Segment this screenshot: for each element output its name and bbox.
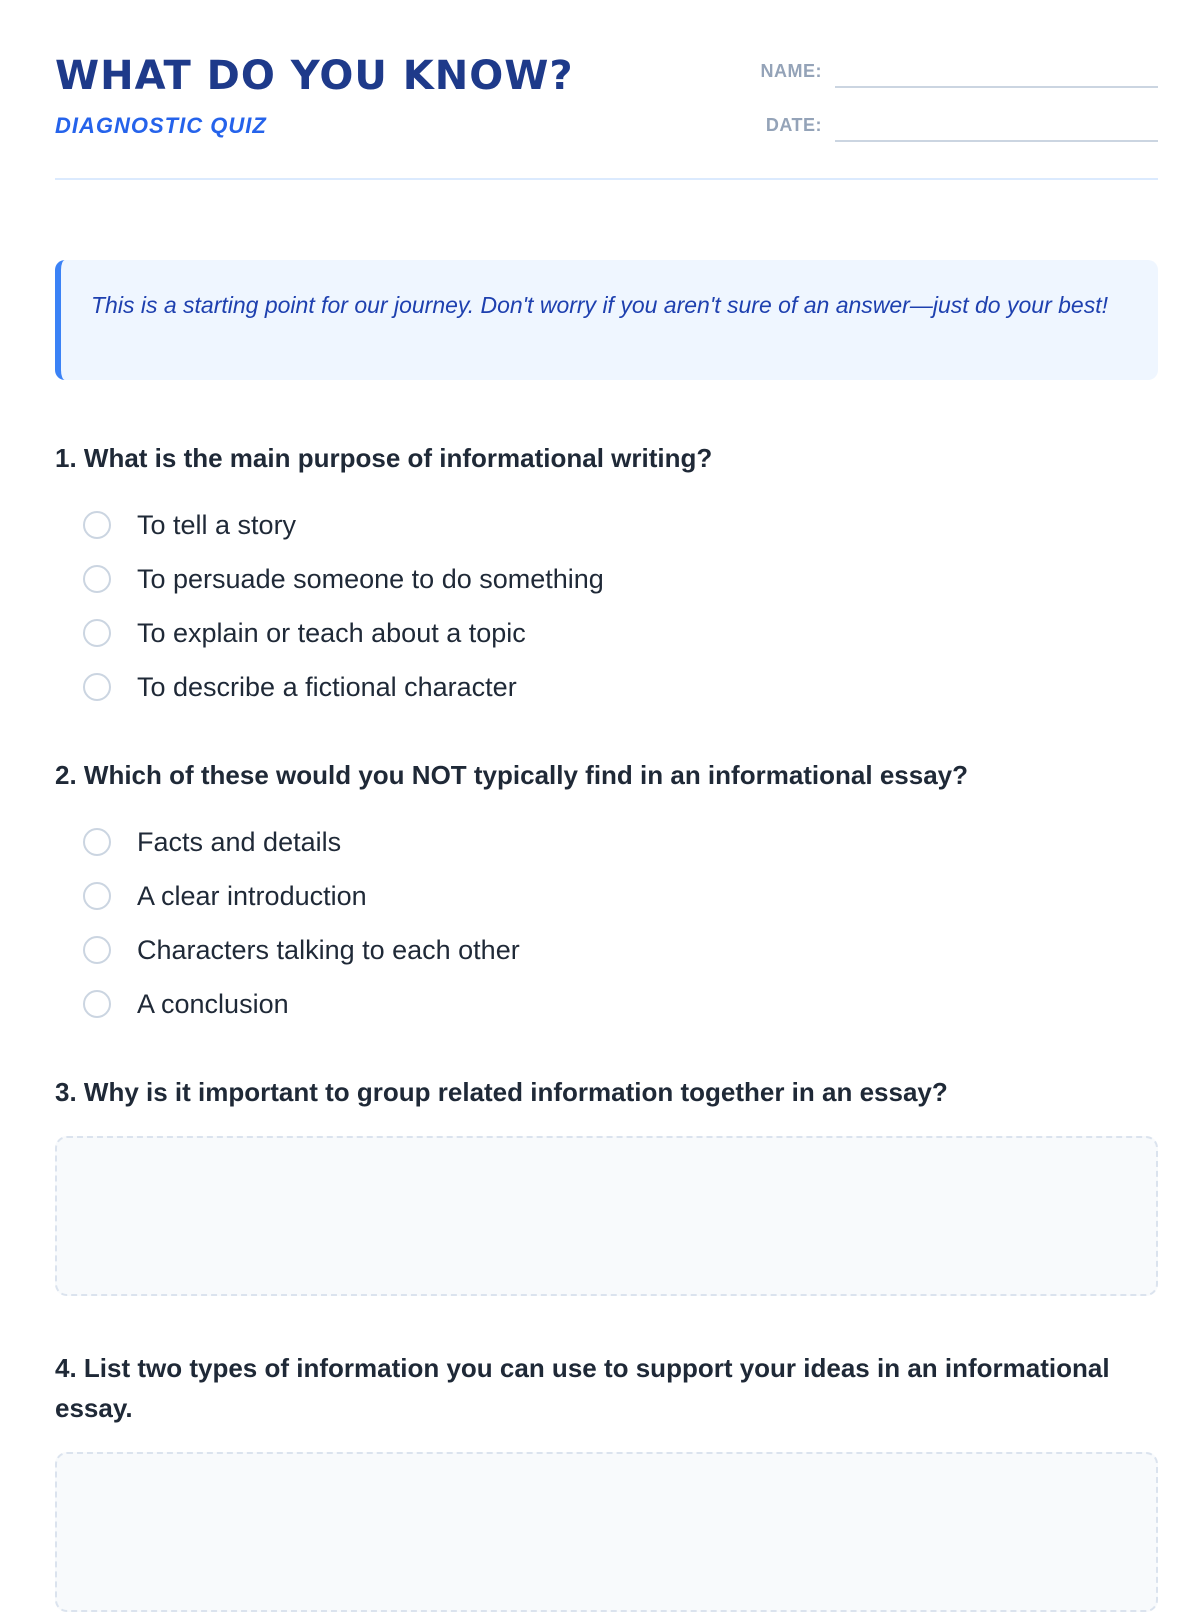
answer-options (55, 815, 1158, 1031)
option-label: To describe a fictional character (137, 671, 517, 702)
answer-textarea[interactable] (55, 1136, 1158, 1296)
answer-option[interactable] (55, 660, 1158, 714)
name-label: NAME: (760, 61, 822, 81)
answer-option[interactable] (55, 977, 1158, 1031)
answer-option[interactable] (55, 923, 1158, 977)
intro-callout: This is a starting point for our journey. Don't worry if you aren't sure of an answer—just do your best! (55, 260, 1158, 380)
question-text: 4. List two types of information you can use to support your ideas in an informational essay. (55, 1353, 1110, 1423)
question-3 (55, 1072, 1158, 1296)
question-text: 1. What is the main purpose of informational writing? (55, 443, 713, 473)
radio-button[interactable] (83, 882, 111, 910)
option-label: To explain or teach about a topic (137, 617, 526, 648)
question-4 (55, 1348, 1158, 1612)
date-row (745, 116, 1158, 146)
radio-button[interactable] (83, 565, 111, 593)
radio-button[interactable] (83, 619, 111, 647)
option-label: To persuade someone to do something (137, 563, 604, 594)
radio-button[interactable] (83, 828, 111, 856)
answer-option[interactable] (55, 606, 1158, 660)
question-text: 2. Which of these would you NOT typically find in an informational essay? (55, 760, 969, 790)
radio-button[interactable] (83, 673, 111, 701)
option-label: Characters talking to each other (137, 934, 520, 965)
question-2 (55, 755, 1158, 1031)
answer-options (55, 498, 1158, 714)
page-subtitle: DIAGNOSTIC QUIZ (55, 113, 267, 138)
date-field[interactable] (835, 110, 1158, 142)
radio-button[interactable] (83, 990, 111, 1018)
date-label: DATE: (765, 115, 822, 135)
option-label: A conclusion (137, 988, 289, 1019)
option-label: To tell a story (137, 509, 297, 540)
answer-option[interactable] (55, 552, 1158, 606)
name-field[interactable] (835, 56, 1158, 88)
answer-option[interactable] (55, 498, 1158, 552)
option-label: Facts and details (137, 826, 342, 857)
quiz-page (55, 0, 1158, 1600)
option-label: A clear introduction (137, 880, 367, 911)
answer-option[interactable] (55, 815, 1158, 869)
radio-button[interactable] (83, 511, 111, 539)
radio-button[interactable] (83, 936, 111, 964)
question-text: 3. Why is it important to group related information together in an essay? (55, 1077, 948, 1107)
question-1 (55, 438, 1158, 714)
answer-option[interactable] (55, 869, 1158, 923)
page-title: WHAT DO YOU KNOW? (55, 53, 574, 99)
name-row (745, 62, 1158, 92)
quiz-header (55, 0, 1158, 180)
answer-textarea[interactable] (55, 1452, 1158, 1612)
